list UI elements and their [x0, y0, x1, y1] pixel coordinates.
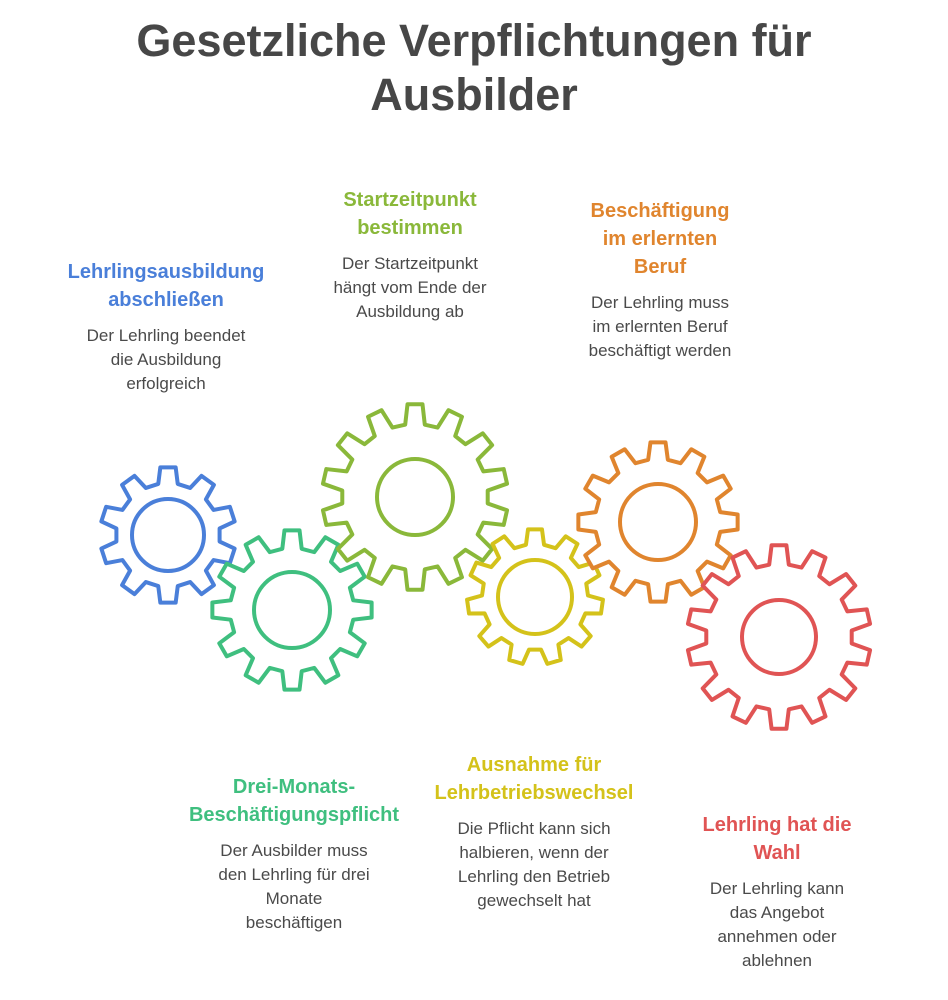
gear-lehrlingsausbildung: [101, 467, 234, 602]
page-title: Gesetzliche Verpflichtungen für Ausbilder: [136, 15, 812, 120]
step-beschaeftigung-beruf: [548, 197, 772, 363]
step-ausnahme: [414, 751, 654, 913]
gear-lehrling-wahl: [688, 545, 870, 728]
step-description-drei-monats: Der Ausbilder muss den Lehrling für drei Monate beschäftigen: [218, 841, 370, 932]
step-description-beschaeftigung-beruf: Der Lehrling muss im erlernten Beruf beschäftigt werden: [588, 293, 732, 360]
step-heading-lehrlingsausbildung: Lehrlingsausbildung abschließen: [67, 261, 265, 311]
gear-lehrlingsausbildung-outline: [101, 467, 234, 602]
step-heading-drei-monats: Drei-Monats- Beschäftigungspflicht: [188, 776, 399, 826]
step-drei-monats: [164, 773, 424, 935]
gear-lehrling-wahl-outline: [688, 545, 870, 728]
step-description-ausnahme: Die Pflicht kann sich halbieren, wenn der Lehrling den Betrieb gewechselt hat: [457, 819, 611, 910]
step-heading-ausnahme: Ausnahme für Lehrbetriebswechsel: [434, 754, 634, 804]
step-lehrlingsausbildung: [46, 258, 286, 396]
step-description-startzeitpunkt: Der Startzeitpunkt hängt vom Ende der Ausbildung ab: [333, 254, 487, 321]
step-lehrling-wahl: [672, 811, 882, 973]
step-description-lehrling-wahl: Der Lehrling kann das Angebot annehmen oder ablehnen: [709, 879, 845, 970]
step-heading-startzeitpunkt: Startzeitpunkt bestimmen: [343, 189, 477, 239]
step-startzeitpunkt: [300, 186, 520, 324]
step-description-lehrlingsausbildung: Der Lehrling beendet die Ausbildung erfolgreich: [86, 326, 246, 393]
step-heading-beschaeftigung-beruf: Beschäftigung im erlernten Beruf: [590, 200, 730, 278]
step-heading-lehrling-wahl: Lehrling hat die Wahl: [702, 814, 852, 864]
